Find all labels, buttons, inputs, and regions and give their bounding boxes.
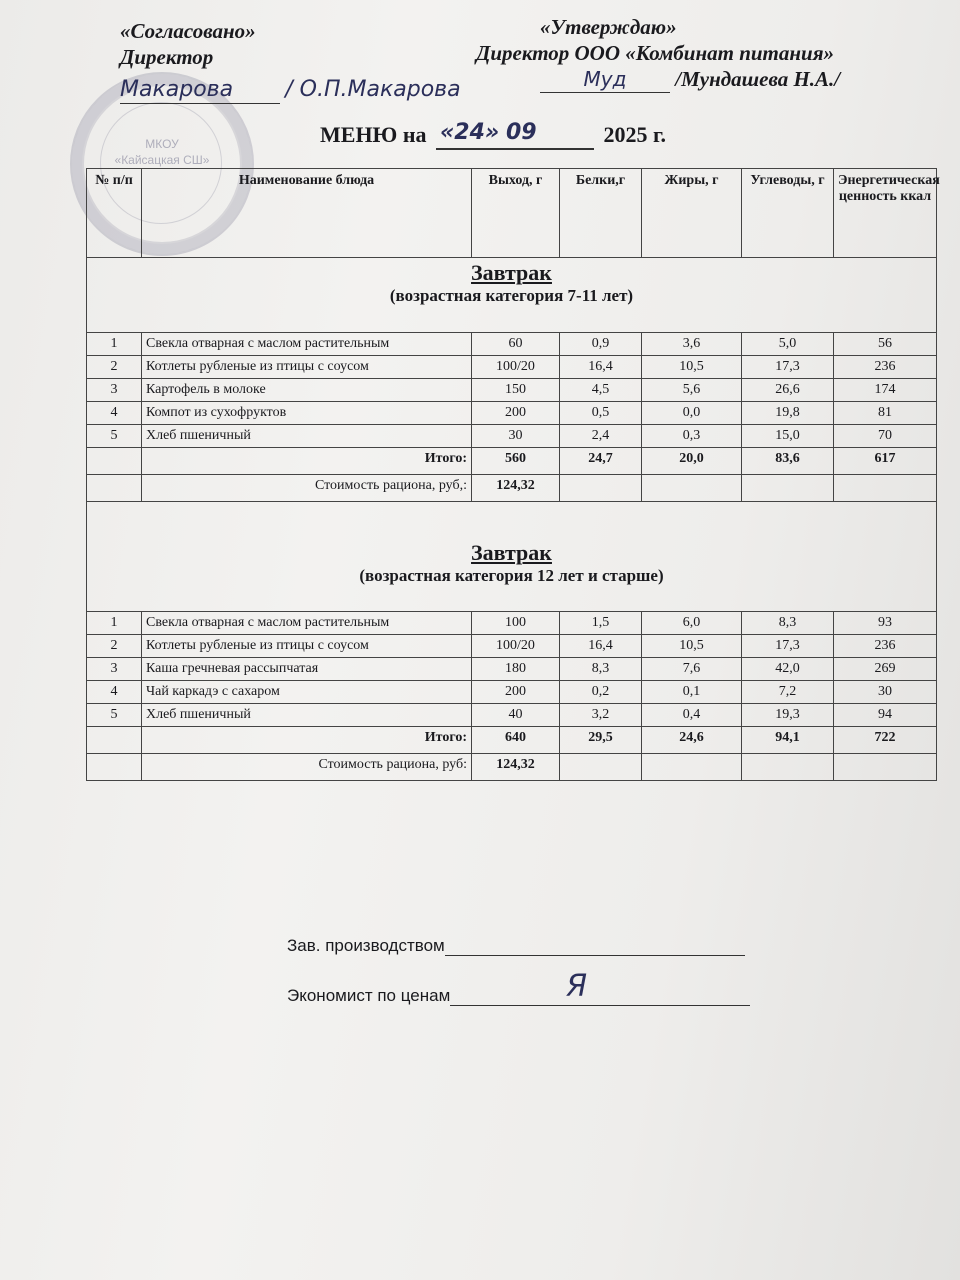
menu-date <box>436 122 594 150</box>
cell-proteins: 8,3 <box>560 658 642 681</box>
table-row <box>87 379 937 402</box>
cell-energy: 94 <box>834 704 937 727</box>
col-header-proteins: Белки,г <box>560 169 642 258</box>
cell-output: 60 <box>472 333 560 356</box>
cell-dish: Чай каркадэ с сахаром <box>142 681 472 704</box>
table-row <box>87 612 937 635</box>
total-energy: 722 <box>834 727 937 754</box>
menu-title-prefix: МЕНЮ на <box>320 122 427 147</box>
total-proteins: 29,5 <box>560 727 642 754</box>
total-proteins: 24,7 <box>560 448 642 475</box>
cell-energy: 70 <box>834 425 937 448</box>
cell-output: 30 <box>472 425 560 448</box>
cell-carbs: 8,3 <box>742 612 834 635</box>
cell-carbs: 19,8 <box>742 402 834 425</box>
menu-year: 2025 г. <box>603 122 667 147</box>
cell-proteins: 1,5 <box>560 612 642 635</box>
agreed-block <box>120 18 461 104</box>
col-header-output: Выход, г <box>472 169 560 258</box>
production-head-label: Зав. производством <box>287 936 445 955</box>
total-carbs: 83,6 <box>742 448 834 475</box>
agreed-name: / О.П.Макарова <box>285 77 461 102</box>
cell-energy: 30 <box>834 681 937 704</box>
cost-empty-cell <box>642 754 742 781</box>
economist-signature: Я <box>566 969 588 1004</box>
cell-carbs: 26,6 <box>742 379 834 402</box>
cell-energy: 236 <box>834 356 937 379</box>
total-fats: 24,6 <box>642 727 742 754</box>
cell-carbs: 15,0 <box>742 425 834 448</box>
table-row <box>87 635 937 658</box>
total-empty-cell <box>87 727 142 754</box>
cell-proteins: 0,2 <box>560 681 642 704</box>
cell-number: 3 <box>87 658 142 681</box>
stamp-org: МКОУ <box>145 137 179 151</box>
cell-fats: 5,6 <box>642 379 742 402</box>
table-row <box>87 425 937 448</box>
cell-fats: 0,3 <box>642 425 742 448</box>
cell-fats: 10,5 <box>642 635 742 658</box>
cell-number: 5 <box>87 425 142 448</box>
total-row <box>87 448 937 475</box>
section-subtitle: (возрастная категория 7-11 лет) <box>389 286 634 305</box>
cell-dish: Каша гречневая рассыпчатая <box>142 658 472 681</box>
signature-line <box>445 937 745 956</box>
col-header-fats: Жиры, г <box>642 169 742 258</box>
approve-signature: Муд <box>540 66 670 93</box>
cell-number: 3 <box>87 379 142 402</box>
table-row <box>87 658 937 681</box>
menu-month: 09 <box>506 120 537 145</box>
cost-row <box>87 475 937 502</box>
cell-dish: Хлеб пшеничный <box>142 704 472 727</box>
section-subtitle: (возрастная категория 12 лет и старше) <box>359 566 664 585</box>
production-head-line <box>287 936 745 956</box>
approve-label: «Утверждаю» <box>540 15 677 39</box>
cell-proteins: 3,2 <box>560 704 642 727</box>
menu-table <box>86 168 940 781</box>
cost-empty-cell <box>742 475 834 502</box>
economist-label: Экономист по ценам <box>287 986 451 1005</box>
cost-value: 124,32 <box>472 475 560 502</box>
table-header-row <box>87 169 937 258</box>
cell-output: 200 <box>472 402 560 425</box>
table-row <box>87 681 937 704</box>
table-row <box>87 333 937 356</box>
agreed-signature-line <box>120 76 461 104</box>
cost-label: Стоимость рациона, руб: <box>142 754 472 781</box>
cell-energy: 93 <box>834 612 937 635</box>
table-row <box>87 704 937 727</box>
cell-energy: 81 <box>834 402 937 425</box>
section-title: Завтрак <box>471 260 552 285</box>
section-heading-row <box>87 258 937 333</box>
cost-row <box>87 754 937 781</box>
total-label: Итого: <box>142 727 472 754</box>
cost-value: 124,32 <box>472 754 560 781</box>
section-heading <box>87 258 937 333</box>
cost-empty-cell <box>742 754 834 781</box>
cell-number: 1 <box>87 612 142 635</box>
total-energy: 617 <box>834 448 937 475</box>
section-title: Завтрак <box>471 540 552 565</box>
cell-energy: 174 <box>834 379 937 402</box>
agreed-signature: Макарова <box>120 77 280 104</box>
menu-day: «24» <box>440 120 500 145</box>
cell-fats: 3,6 <box>642 333 742 356</box>
approve-position: Директор ООО «Комбинат питания» <box>476 41 835 65</box>
cell-carbs: 7,2 <box>742 681 834 704</box>
cell-carbs: 17,3 <box>742 356 834 379</box>
section-heading-row <box>87 502 937 612</box>
cell-number: 2 <box>87 356 142 379</box>
cost-empty-cell <box>834 754 937 781</box>
cell-output: 150 <box>472 379 560 402</box>
cell-dish: Хлеб пшеничный <box>142 425 472 448</box>
cell-carbs: 5,0 <box>742 333 834 356</box>
total-label: Итого: <box>142 448 472 475</box>
cell-fats: 7,6 <box>642 658 742 681</box>
cell-energy: 56 <box>834 333 937 356</box>
col-header-number: № п/п <box>87 169 142 258</box>
cell-proteins: 0,9 <box>560 333 642 356</box>
cell-dish: Свекла отварная с маслом растительным <box>142 333 472 356</box>
col-header-energy: Энергетическая ценность ккал <box>834 169 937 258</box>
col-header-dish: Наименование блюда <box>142 169 472 258</box>
cell-number: 2 <box>87 635 142 658</box>
cell-carbs: 42,0 <box>742 658 834 681</box>
cell-proteins: 16,4 <box>560 356 642 379</box>
cell-proteins: 16,4 <box>560 635 642 658</box>
cell-number: 4 <box>87 681 142 704</box>
cell-dish: Компот из сухофруктов <box>142 402 472 425</box>
table-row <box>87 402 937 425</box>
approve-name: /Мундашева Н.А./ <box>675 67 841 91</box>
total-empty-cell <box>87 448 142 475</box>
menu-title <box>320 122 666 150</box>
approve-signature-line <box>476 66 840 93</box>
cell-carbs: 19,3 <box>742 704 834 727</box>
cell-proteins: 2,4 <box>560 425 642 448</box>
approve-block <box>476 14 840 93</box>
cell-fats: 0,0 <box>642 402 742 425</box>
cost-label: Стоимость рациона, руб,: <box>142 475 472 502</box>
cell-energy: 236 <box>834 635 937 658</box>
cost-empty-cell <box>560 754 642 781</box>
table-row <box>87 356 937 379</box>
cost-empty-cell <box>87 754 142 781</box>
cell-number: 1 <box>87 333 142 356</box>
agreed-label: «Согласовано» <box>120 19 256 43</box>
cell-fats: 0,1 <box>642 681 742 704</box>
cell-dish: Котлеты рубленые из птицы с соусом <box>142 356 472 379</box>
cost-empty-cell <box>642 475 742 502</box>
cell-output: 200 <box>472 681 560 704</box>
cell-fats: 6,0 <box>642 612 742 635</box>
cell-dish: Котлеты рубленые из птицы с соусом <box>142 635 472 658</box>
cost-empty-cell <box>560 475 642 502</box>
cell-proteins: 0,5 <box>560 402 642 425</box>
cell-carbs: 17,3 <box>742 635 834 658</box>
total-fats: 20,0 <box>642 448 742 475</box>
cost-empty-cell <box>834 475 937 502</box>
total-output: 560 <box>472 448 560 475</box>
stamp-name: «Кайсацкая СШ» <box>114 153 210 167</box>
cell-output: 100/20 <box>472 356 560 379</box>
total-carbs: 94,1 <box>742 727 834 754</box>
cell-output: 180 <box>472 658 560 681</box>
cell-fats: 10,5 <box>642 356 742 379</box>
cell-output: 100 <box>472 612 560 635</box>
cell-number: 4 <box>87 402 142 425</box>
col-header-carbs: Углеводы, г <box>742 169 834 258</box>
cell-proteins: 4,5 <box>560 379 642 402</box>
cell-energy: 269 <box>834 658 937 681</box>
cost-empty-cell <box>87 475 142 502</box>
economist-line <box>287 969 750 1006</box>
cell-number: 5 <box>87 704 142 727</box>
cell-output: 40 <box>472 704 560 727</box>
cell-fats: 0,4 <box>642 704 742 727</box>
section-heading <box>87 502 937 612</box>
total-output: 640 <box>472 727 560 754</box>
agreed-position: Директор <box>120 45 214 69</box>
cell-dish: Свекла отварная с маслом растительным <box>142 612 472 635</box>
signature-line <box>450 969 750 1006</box>
cell-dish: Картофель в молоке <box>142 379 472 402</box>
cell-output: 100/20 <box>472 635 560 658</box>
total-row <box>87 727 937 754</box>
